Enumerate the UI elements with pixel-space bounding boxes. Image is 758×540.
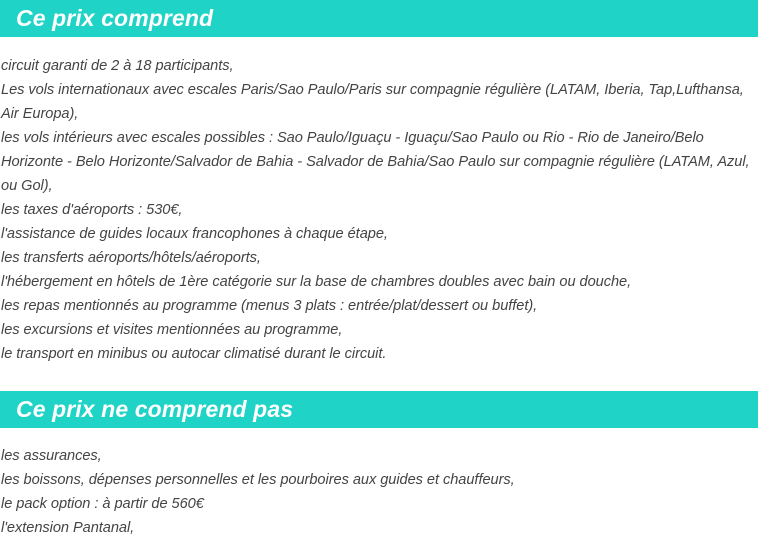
list-item: l'assistance de guides locaux francophones à chaque étape,	[1, 226, 388, 242]
list-item: les assurances,	[1, 448, 102, 464]
list-item: les boissons, dépenses personnelles et les pourboires aux guides et chauffeurs,	[1, 472, 515, 488]
list-item: les taxes d'aéroports : 530€,	[1, 202, 183, 218]
list-item: l'extension Pantanal,	[1, 520, 135, 536]
section-header-excludes	[0, 391, 758, 428]
section-header-includes	[0, 0, 758, 37]
list-item: Les vols internationaux avec escales Paris/Sao Paulo/Paris sur compagnie régulière (LATAM, Iberia, Tap,Lufthansa, Air Europa),	[1, 82, 744, 122]
list-item: circuit garanti de 2 à 18 participants,	[1, 58, 234, 74]
section-title-includes: Ce prix comprend	[16, 5, 214, 31]
list-item: le transport en minibus ou autocar climatisé durant le circuit.	[1, 346, 387, 362]
list-item: les excursions et visites mentionnées au programme,	[1, 322, 343, 338]
list-item: les vols intérieurs avec escales possibles : Sao Paulo/Iguaçu - Iguaçu/Sao Paulo ou Rio - Rio de Janeiro/Belo Horizonte - Belo Horizonte/Salvador de Bahia - Salvador de Bahia/Sao Paulo sur compagnie régulière (LATAM, Azul, ou Gol),	[1, 130, 750, 194]
list-item: le pack option : à partir de 560€	[1, 496, 204, 512]
list-item: l'hébergement en hôtels de 1ère catégorie sur la base de chambres doubles avec bain ou douche,	[1, 274, 632, 290]
section-title-excludes: Ce prix ne comprend pas	[16, 396, 294, 422]
excludes-list	[0, 444, 758, 540]
includes-list	[0, 54, 758, 366]
list-item: les repas mentionnés au programme (menus 3 plats : entrée/plat/dessert ou buffet),	[1, 298, 538, 314]
list-item: les transferts aéroports/hôtels/aéroports,	[1, 250, 261, 266]
